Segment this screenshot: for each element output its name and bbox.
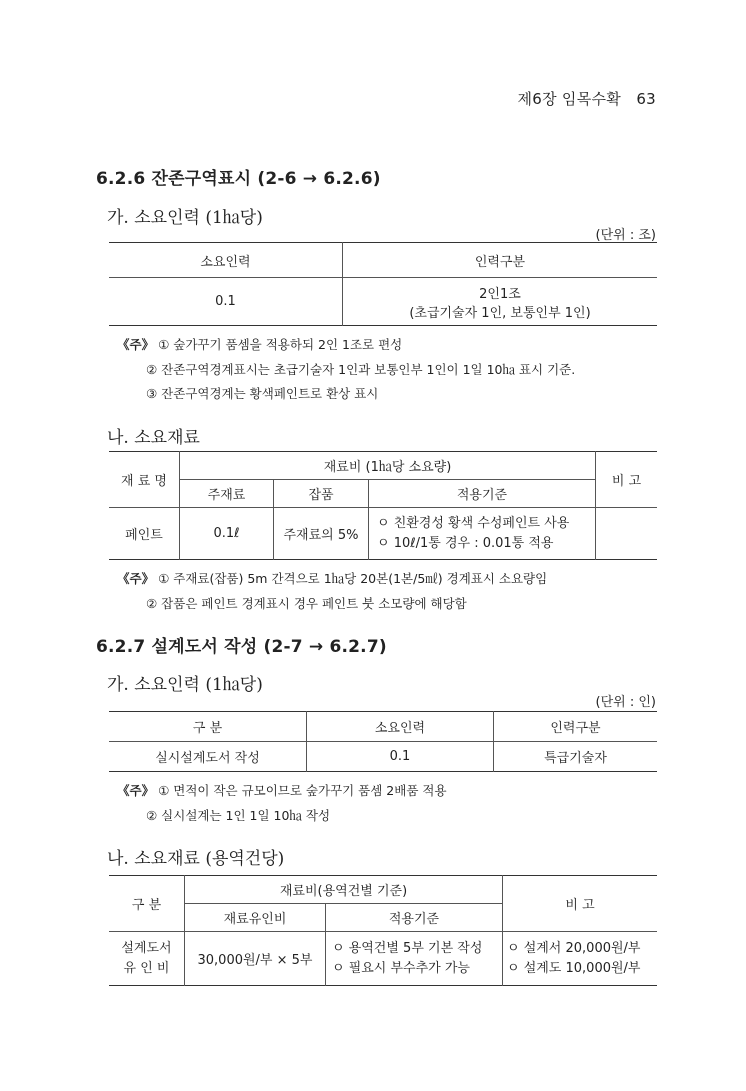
- material-std: [326, 932, 503, 986]
- std-line: ㅇ 10ℓ/1통 경우 : 0.01통 적용: [377, 535, 554, 551]
- col-cost-header: 재료비 (1㏊당 소요량): [180, 452, 596, 480]
- col-std-header: 적용기준: [326, 904, 503, 932]
- material-table-626: [109, 451, 657, 560]
- labor-table-626: [109, 242, 657, 326]
- material-misc: 주재료의 5%: [274, 508, 369, 560]
- col-unit-header: 재료유인비: [185, 904, 326, 932]
- subheading-material-627: 나. 소요재료 (용역건당): [107, 849, 285, 869]
- unit-label-626: (단위 : 조): [595, 228, 656, 243]
- note-line: ㅇ 설계도 10,000원/부: [507, 960, 641, 976]
- labor-amount: 0.1: [109, 278, 343, 326]
- col-std-header: 적용기준: [369, 480, 596, 508]
- material-std: [369, 508, 596, 560]
- col-note-header: 비 고: [503, 876, 658, 932]
- material-cost: 30,000원/부 × 5부: [185, 932, 326, 986]
- std-line: ㅇ 친환경성 황색 수성페인트 사용: [377, 515, 570, 531]
- page-header: [0, 88, 656, 109]
- note-item: ① 면적이 작은 규모이므로 숲가꾸기 품셈 2배품 적용: [158, 783, 447, 798]
- col-note-header: 비 고: [596, 452, 658, 508]
- col-header: 소요인력: [307, 712, 494, 742]
- note-label: 《주》: [117, 337, 155, 352]
- notes-626a: [117, 335, 402, 353]
- note-item: ③ 잔존구역경계는 황색페인트로 환상 표시: [146, 386, 379, 401]
- note-item: ② 실시설계는 1인 1일 10㏊ 작성: [146, 808, 331, 823]
- material-note: [596, 508, 658, 560]
- col-header: 인력구분: [474, 254, 526, 270]
- labor-type: [343, 278, 658, 326]
- name-line: 유 인 비: [123, 960, 170, 976]
- col-header: 구 분: [109, 712, 307, 742]
- page-number: 63: [636, 90, 656, 108]
- col-name-header: 재 료 명: [109, 452, 180, 508]
- name-line: 설계도서: [121, 940, 172, 956]
- notes-627a: [117, 781, 447, 799]
- section-title-626: 6.2.6 잔존구역표시 (2-6 → 6.2.6): [96, 169, 381, 189]
- table-cell: 실시설계도서 작성: [109, 742, 307, 772]
- section-title-627: 6.2.7 설계도서 작성 (2-7 → 6.2.7): [96, 637, 387, 657]
- std-line: ㅇ 용역건별 5부 기본 작성: [332, 940, 483, 956]
- note-item: ① 숲가꾸기 품셈을 적용하되 2인 1조로 편성: [158, 337, 403, 352]
- material-name: 페인트: [109, 508, 180, 560]
- col-div-header: 구 분: [109, 876, 185, 932]
- note-line: ㅇ 설계서 20,000원/부: [507, 940, 641, 956]
- col-header: 인력구분: [550, 721, 601, 736]
- note-label: 《주》: [117, 783, 155, 798]
- table-cell: 특급기술자: [544, 751, 607, 766]
- note-item: ① 주재료(잡품) 5m 간격으로 1㏊당 20본(1본/5㎖) 경계표시 소요량임: [158, 571, 548, 586]
- note-item: ② 잔존구역경계표시는 초급기술자 1인과 보통인부 1인이 1일 10㏊ 표시 기준.: [146, 362, 576, 377]
- note-item: ② 잡품은 페인트 경계표시 경우 페인트 붓 소모량에 해당함: [146, 596, 467, 611]
- material-name: [109, 932, 185, 986]
- subheading-labor-626: 가. 소요인력 (1㏊당): [107, 208, 263, 228]
- table-cell: 0.1: [307, 742, 494, 772]
- col-misc-header: 잡품: [274, 480, 369, 508]
- material-note: [503, 932, 658, 986]
- notes-626b: [117, 569, 547, 587]
- subheading-material-626: 나. 소요재료: [107, 428, 200, 448]
- material-main: 0.1ℓ: [180, 508, 274, 560]
- unit-label-627: (단위 : 인): [595, 695, 656, 710]
- chapter-title: 제6장 임목수확: [517, 90, 622, 108]
- subheading-labor-627: 가. 소요인력 (1㏊당): [107, 675, 263, 695]
- col-header: 소요인력: [109, 243, 343, 278]
- material-table-627: [109, 875, 657, 986]
- labor-table-627: [109, 711, 657, 772]
- col-cost-header: 재료비(용역건별 기준): [185, 876, 503, 904]
- std-line: ㅇ 필요시 부수추가 가능: [332, 960, 470, 976]
- col-main-header: 주재료: [180, 480, 274, 508]
- note-label: 《주》: [117, 571, 155, 586]
- labor-type-line: 2인1조: [479, 286, 521, 302]
- labor-type-line: (초급기술자 1인, 보통인부 1인): [409, 305, 591, 321]
